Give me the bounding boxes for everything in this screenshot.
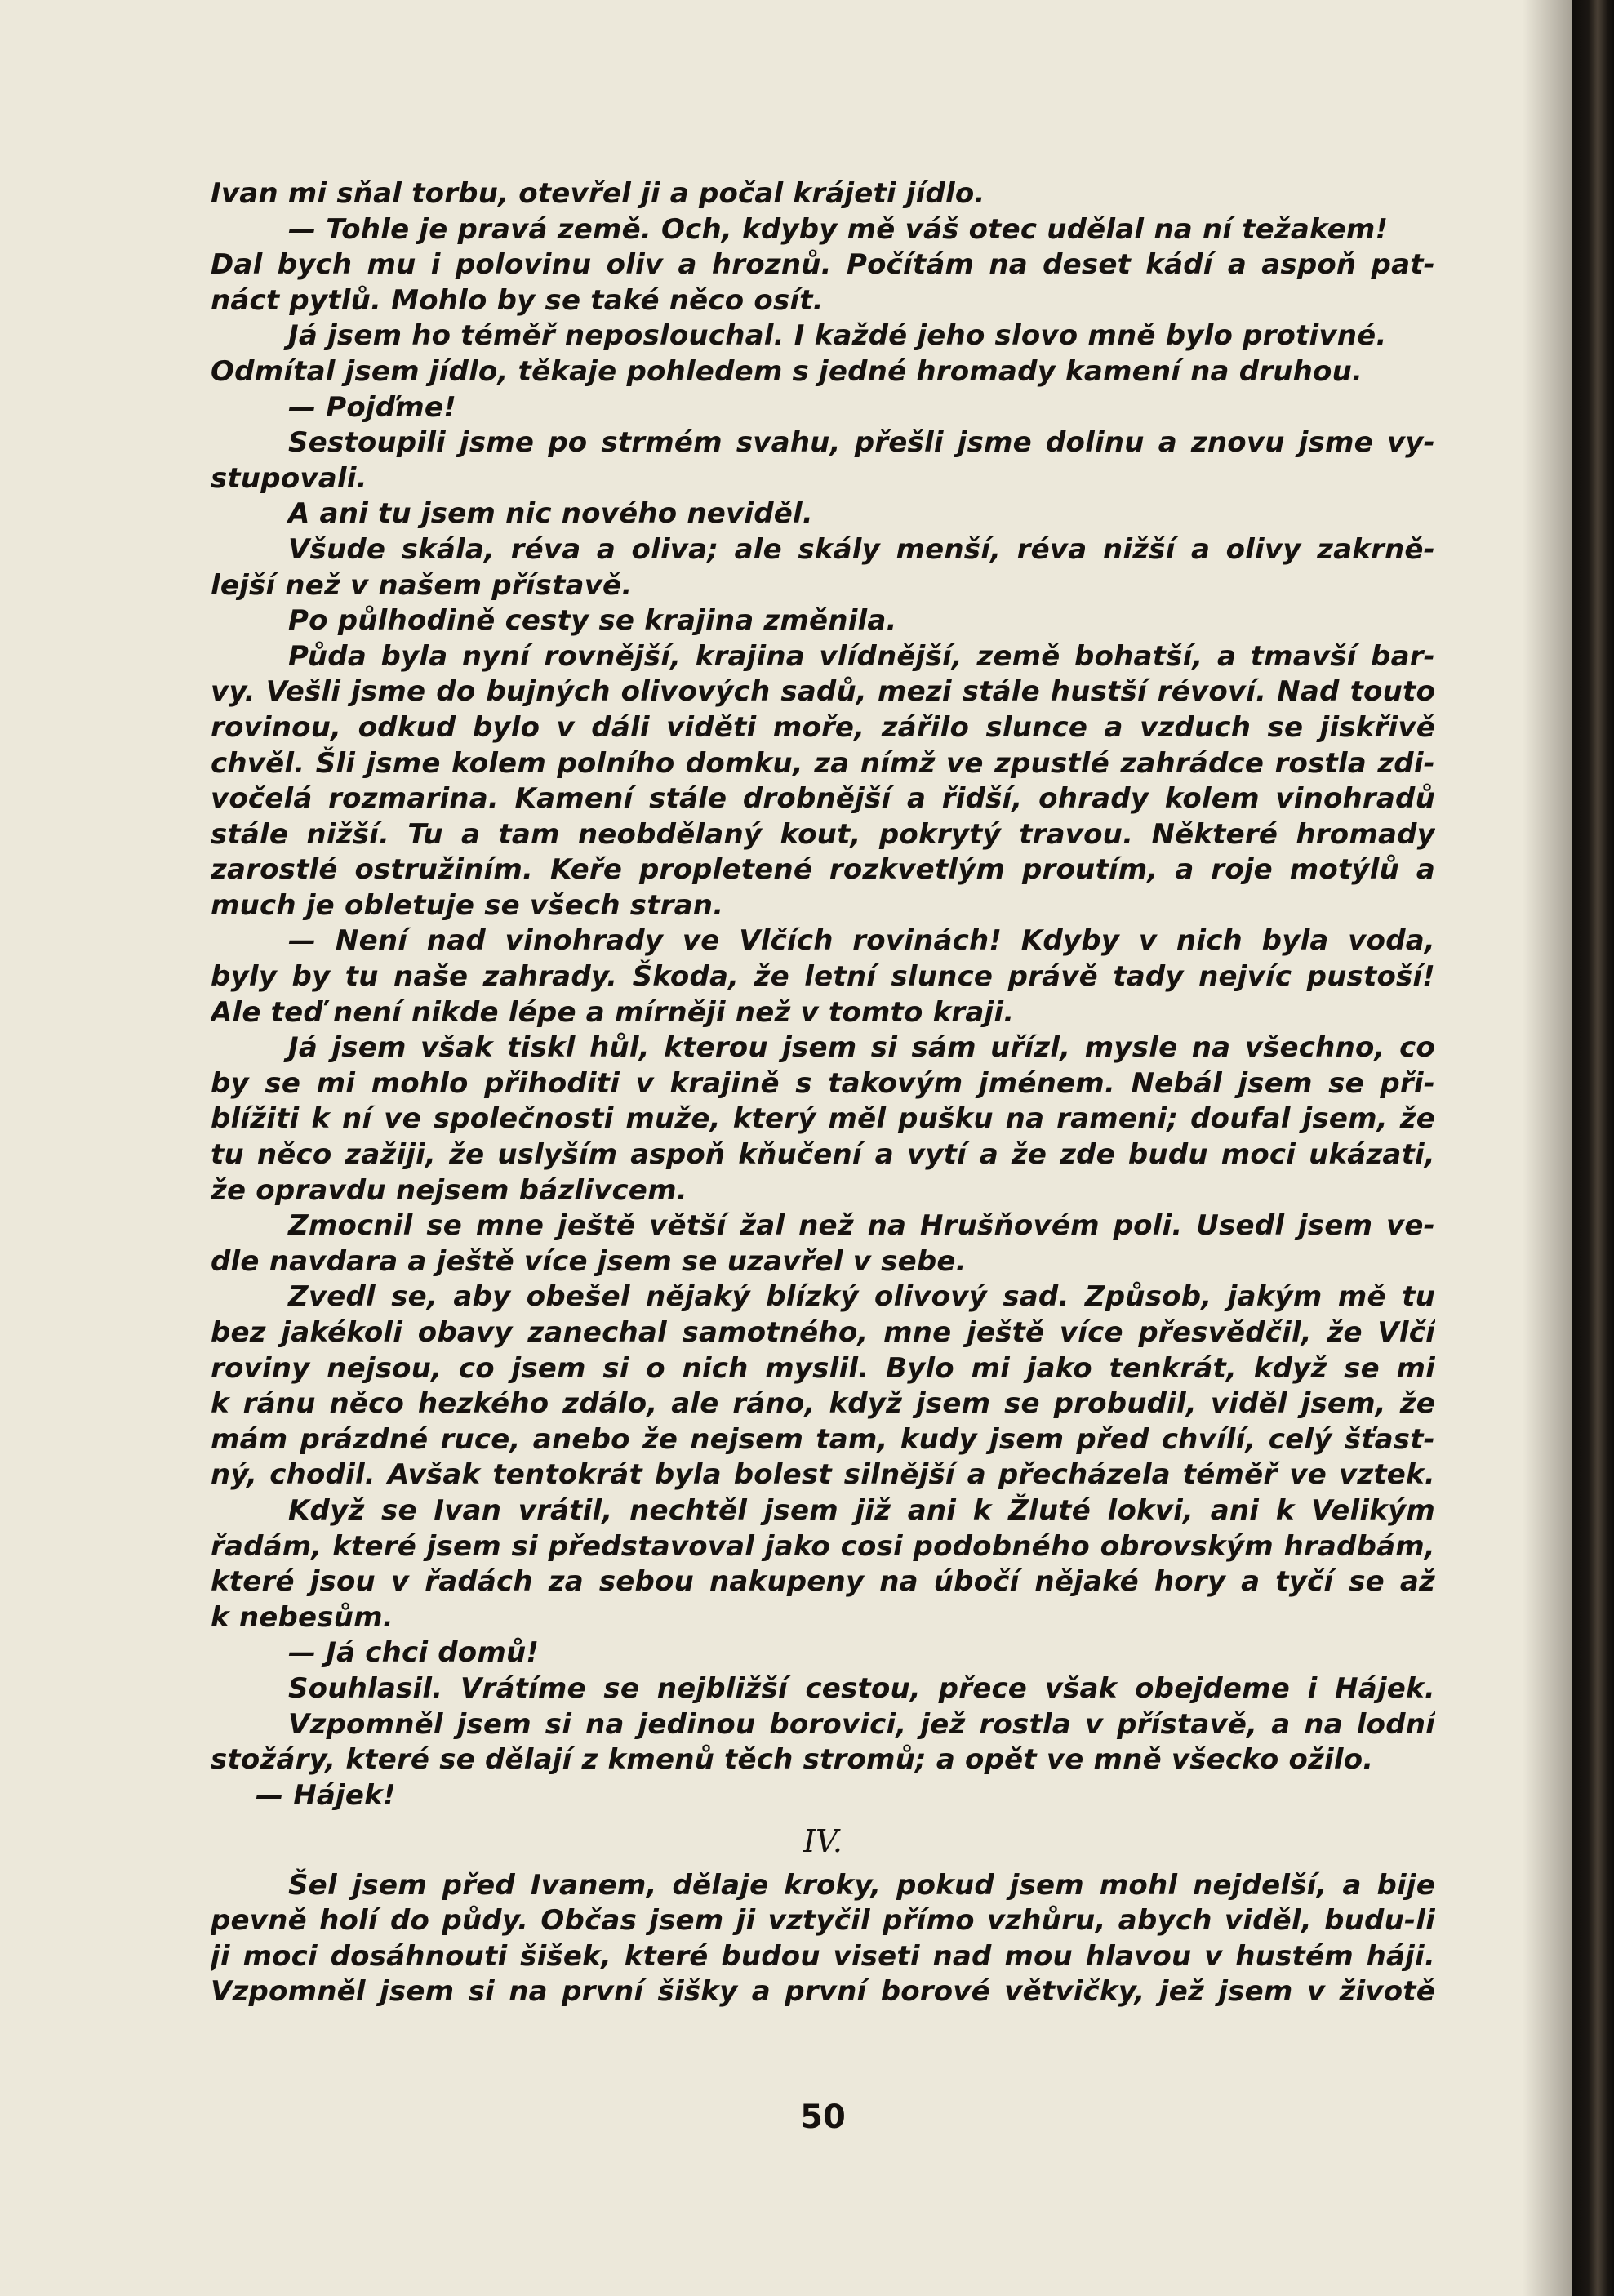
page-gutter-shadow: [1523, 0, 1572, 2296]
text-line: že opravdu nejsem bázlivcem.: [211, 1173, 687, 1207]
text-line: dle navdara a ještě více jsem se uzavřel v sebe.: [211, 1244, 967, 1278]
text-line: Když se Ivan vrátil, nechtěl jsem již ani k Žluté lokvi, ani k Velikým: [288, 1493, 1435, 1527]
text-line: Ale teď není nikde lépe a mírněji než v tomto kraji.: [211, 995, 1015, 1029]
text-line: Ivan mi sňal torbu, otevřel ji a počal krájeti jídlo.: [211, 177, 985, 210]
text-line: tu něco zažiji, že uslyším aspoň kňučení a vytí a že zde budu moci ukázati,: [211, 1138, 1435, 1172]
text-line: — Já chci domů!: [288, 1636, 540, 1670]
text-line: k nebesům.: [211, 1600, 393, 1634]
text-line: stupovali.: [211, 461, 367, 495]
text-line: Vzpomněl jsem si na první šišky a první borové větvičky, jež jsem v životě: [211, 1975, 1435, 2009]
text-line: Dal bych mu i polovinu oliv a hroznů. Počítám na deset kádí a aspoň pat-: [211, 248, 1435, 282]
text-line: pevně holí do půdy. Občas jsem ji vztyčil přímo vzhůru, abych viděl, budu-li: [211, 1904, 1435, 1938]
text-line: ji moci dosáhnouti šišek, které budou viseti nad mou hlavou v hustém háji.: [211, 1939, 1435, 1973]
text-line: bez jakékoli obavy zanechal samotného, mne ještě více přesvědčil, že Vlčí: [211, 1316, 1435, 1349]
text-line: mám prázdné ruce, anebo že nejsem tam, kudy jsem před chvílí, celý šťast-: [211, 1422, 1435, 1456]
text-line: ný, chodil. Avšak tentokrát byla bolest silnější a přecházela téměř ve vztek.: [211, 1458, 1435, 1492]
text-line: Po půlhodině cesty se krajina změnila.: [288, 604, 897, 638]
text-line: — Pojďme!: [288, 390, 456, 424]
text-line: — Hájek!: [256, 1778, 396, 1812]
text-line: stožáry, které se dělají z kmenů těch stromů; a opět ve mně všecko ožilo.: [211, 1743, 1374, 1777]
text-line: stále nižší. Tu a tam neobdělaný kout, pokrytý travou. Některé hromady: [211, 817, 1435, 851]
text-line: byly by tu naše zahrady. Škoda, že letní slunce právě tady nejvíc pustoší!: [211, 960, 1435, 994]
book-spine: [1572, 0, 1614, 2296]
text-line: Půda byla nyní rovnější, krajina vlídnější, země bohatší, a tmavší bar-: [288, 639, 1435, 673]
text-line: by se mi mohlo přihoditi v krajině s takovým jménem. Nebál jsem se při-: [211, 1066, 1435, 1100]
text-line: Odmítal jsem jídlo, těkaje pohledem s jedné hromady kamení na druhou.: [211, 354, 1363, 388]
text-line: řadám, které jsem si představoval jako cosi podobného obrovským hradbám,: [211, 1529, 1435, 1563]
text-line: blížiti k ní ve společnosti muže, který měl pušku na rameni; doufal jsem, že: [211, 1102, 1435, 1136]
text-line: Vzpomněl jsem si na jedinou borovici, jež rostla v přístavě, a na lodní: [288, 1707, 1435, 1741]
text-line: Souhlasil. Vrátíme se nejbližší cestou, přece však obejdeme i Hájek.: [288, 1671, 1435, 1705]
page-number: 50: [800, 2098, 846, 2136]
text-line: náct pytlů. Mohlo by se také něco osít.: [211, 283, 824, 317]
text-line: A ani tu jsem nic nového neviděl.: [288, 497, 813, 531]
text-line: k ránu něco hezkého zdálo, ale ráno, když jsem se probudil, viděl jsem, že: [211, 1387, 1435, 1421]
text-line: vy. Vešli jsme do bujných olivových sadů, mezi stále hustší révoví. Nad touto: [211, 675, 1435, 709]
text-line: rovinou, odkud bylo v dáli viděti moře, zářilo slunce a vzduch se jiskřivě: [211, 710, 1435, 744]
text-line: Já jsem ho téměř neposlouchal. I každé jeho slovo mně bylo protivné.: [288, 319, 1387, 353]
text-line: vočelá rozmarina. Kamení stále drobnější a řidší, ohrady kolem vinohradů: [211, 782, 1435, 816]
text-line: roviny nejsou, co jsem si o nich myslil. Bylo mi jako tenkrát, když se mi: [211, 1351, 1435, 1385]
section-heading: IV.: [803, 1822, 843, 1859]
body-text-part2: [211, 1868, 1435, 2010]
text-line: — Není nad vinohrady ve Vlčích rovinách! Kdyby v nich byla voda,: [288, 924, 1435, 958]
text-line: — Tohle je pravá země. Och, kdyby mě váš otec udělal na ní težakem!: [288, 212, 1389, 246]
text-line: chvěl. Šli jsme kolem polního domku, za nímž ve zpustlé zahrádce rostla zdi-: [211, 746, 1435, 780]
text-line: Všude skála, réva a oliva; ale skály menší, réva nižší a olivy zakrně-: [288, 532, 1435, 566]
text-line: lejší než v našem přístavě.: [211, 568, 633, 602]
text-line: Já jsem však tiskl hůl, kterou jsem si sám uřízl, mysle na všechno, co: [288, 1031, 1435, 1065]
text-line: které jsou v řadách za sebou nakupeny na úbočí nějaké hory a tyčí se až: [211, 1565, 1435, 1599]
text-line: Zvedl se, aby obešel nějaký blízký olivový sad. Způsob, jakým mě tu: [288, 1280, 1435, 1314]
text-line: zarostlé ostružiním. Keře propletené rozkvetlým proutím, a roje motýlů a: [211, 853, 1435, 887]
text-line: Sestoupili jsme po strmém svahu, přešli jsme dolinu a znovu jsme vy-: [288, 426, 1435, 460]
text-line: Zmocnil se mne ještě větší žal než na Hrušňovém poli. Usedl jsem ve-: [288, 1209, 1435, 1243]
text-line: Šel jsem před Ivanem, dělaje kroky, pokud jsem mohl nejdelší, a bije: [288, 1868, 1435, 1902]
text-line: much je obletuje se všech stran.: [211, 888, 724, 922]
body-text-part1: [211, 176, 1435, 1813]
